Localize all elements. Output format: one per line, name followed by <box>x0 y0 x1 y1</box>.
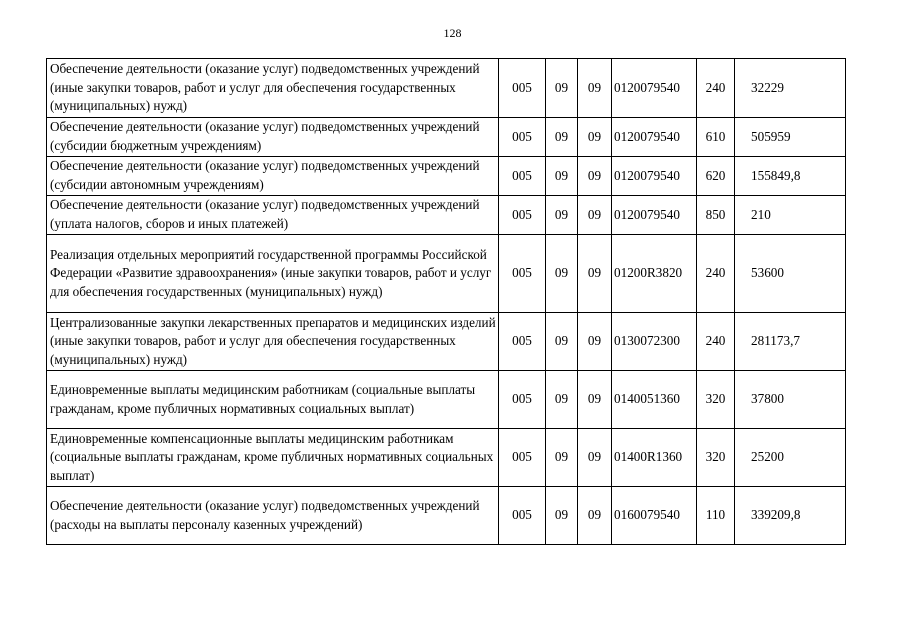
table-row <box>47 59 846 118</box>
expense-description-cell: Обеспечение деятельности (оказание услуг) подведомственных учреждений (субсидии автономным учреждениям) <box>47 157 499 196</box>
amount-cell: 339209,8 <box>735 487 846 545</box>
expense-type-code-cell: 110 <box>697 487 735 545</box>
expense-description-cell: Обеспечение деятельности (оказание услуг) подведомственных учреждений (иные закупки товаров, работ и услуг для обеспечения государственных (муниципальных) нужд) <box>47 59 499 118</box>
administrator-code-cell: 005 <box>499 59 546 118</box>
expense-type-code-cell: 320 <box>697 429 735 487</box>
administrator-code-cell: 005 <box>499 157 546 196</box>
table-row <box>47 371 846 429</box>
section-code-cell: 09 <box>546 59 578 118</box>
administrator-code-cell: 005 <box>499 487 546 545</box>
expense-description-cell: Обеспечение деятельности (оказание услуг) подведомственных учреждений (субсидии бюджетным учреждениям) <box>47 118 499 157</box>
section-code-cell: 09 <box>546 429 578 487</box>
section-code-cell: 09 <box>546 157 578 196</box>
expense-description-cell: Обеспечение деятельности (оказание услуг) подведомственных учреждений (расходы на выплаты персоналу казенных учреждений) <box>47 487 499 545</box>
subsection-code-cell: 09 <box>578 487 612 545</box>
subsection-code-cell: 09 <box>578 371 612 429</box>
section-code-cell: 09 <box>546 118 578 157</box>
target-article-code-cell: 0120079540 <box>612 196 697 235</box>
target-article-code-cell: 0130072300 <box>612 313 697 371</box>
budget-table-body <box>47 59 846 545</box>
amount-cell: 155849,8 <box>735 157 846 196</box>
amount-cell: 281173,7 <box>735 313 846 371</box>
target-article-code-cell: 01400R1360 <box>612 429 697 487</box>
expense-description-cell: Обеспечение деятельности (оказание услуг) подведомственных учреждений (уплата налогов, сборов и иных платежей) <box>47 196 499 235</box>
administrator-code-cell: 005 <box>499 118 546 157</box>
table-row <box>47 118 846 157</box>
table-row <box>47 487 846 545</box>
subsection-code-cell: 09 <box>578 157 612 196</box>
amount-cell: 505959 <box>735 118 846 157</box>
subsection-code-cell: 09 <box>578 196 612 235</box>
amount-cell: 32229 <box>735 59 846 118</box>
target-article-code-cell: 0120079540 <box>612 118 697 157</box>
target-article-code-cell: 01200R3820 <box>612 235 697 313</box>
expense-description-cell: Реализация отдельных мероприятий государственной программы Российской Федерации «Развитие здравоохранения» (иные закупки товаров, работ и услуг для обеспечения государственных (муниципальных) нужд) <box>47 235 499 313</box>
table-row <box>47 313 846 371</box>
section-code-cell: 09 <box>546 487 578 545</box>
section-code-cell: 09 <box>546 196 578 235</box>
target-article-code-cell: 0120079540 <box>612 157 697 196</box>
page-number: 128 <box>443 26 462 40</box>
expense-type-code-cell: 620 <box>697 157 735 196</box>
expense-description-cell: Единовременные компенсационные выплаты медицинским работникам (социальные выплаты гражданам, кроме публичных нормативных социальных выплат) <box>47 429 499 487</box>
subsection-code-cell: 09 <box>578 118 612 157</box>
subsection-code-cell: 09 <box>578 313 612 371</box>
administrator-code-cell: 005 <box>499 429 546 487</box>
budget-table <box>46 58 846 545</box>
expense-type-code-cell: 240 <box>697 235 735 313</box>
target-article-code-cell: 0160079540 <box>612 487 697 545</box>
table-row <box>47 235 846 313</box>
administrator-code-cell: 005 <box>499 235 546 313</box>
expense-type-code-cell: 850 <box>697 196 735 235</box>
section-code-cell: 09 <box>546 313 578 371</box>
expense-type-code-cell: 240 <box>697 59 735 118</box>
amount-cell: 53600 <box>735 235 846 313</box>
amount-cell: 37800 <box>735 371 846 429</box>
expense-type-code-cell: 320 <box>697 371 735 429</box>
section-code-cell: 09 <box>546 235 578 313</box>
administrator-code-cell: 005 <box>499 371 546 429</box>
table-row <box>47 429 846 487</box>
amount-cell: 25200 <box>735 429 846 487</box>
target-article-code-cell: 0140051360 <box>612 371 697 429</box>
expense-type-code-cell: 610 <box>697 118 735 157</box>
section-code-cell: 09 <box>546 371 578 429</box>
subsection-code-cell: 09 <box>578 429 612 487</box>
administrator-code-cell: 005 <box>499 196 546 235</box>
expense-description-cell: Единовременные выплаты медицинским работникам (социальные выплаты гражданам, кроме публичных нормативных социальных выплат) <box>47 371 499 429</box>
table-row <box>47 196 846 235</box>
subsection-code-cell: 09 <box>578 235 612 313</box>
target-article-code-cell: 0120079540 <box>612 59 697 118</box>
expense-description-cell: Централизованные закупки лекарственных препаратов и медицинских изделий (иные закупки товаров, работ и услуг для обеспечения государственных (муниципальных) нужд) <box>47 313 499 371</box>
amount-cell: 210 <box>735 196 846 235</box>
subsection-code-cell: 09 <box>578 59 612 118</box>
administrator-code-cell: 005 <box>499 313 546 371</box>
table-row <box>47 157 846 196</box>
expense-type-code-cell: 240 <box>697 313 735 371</box>
